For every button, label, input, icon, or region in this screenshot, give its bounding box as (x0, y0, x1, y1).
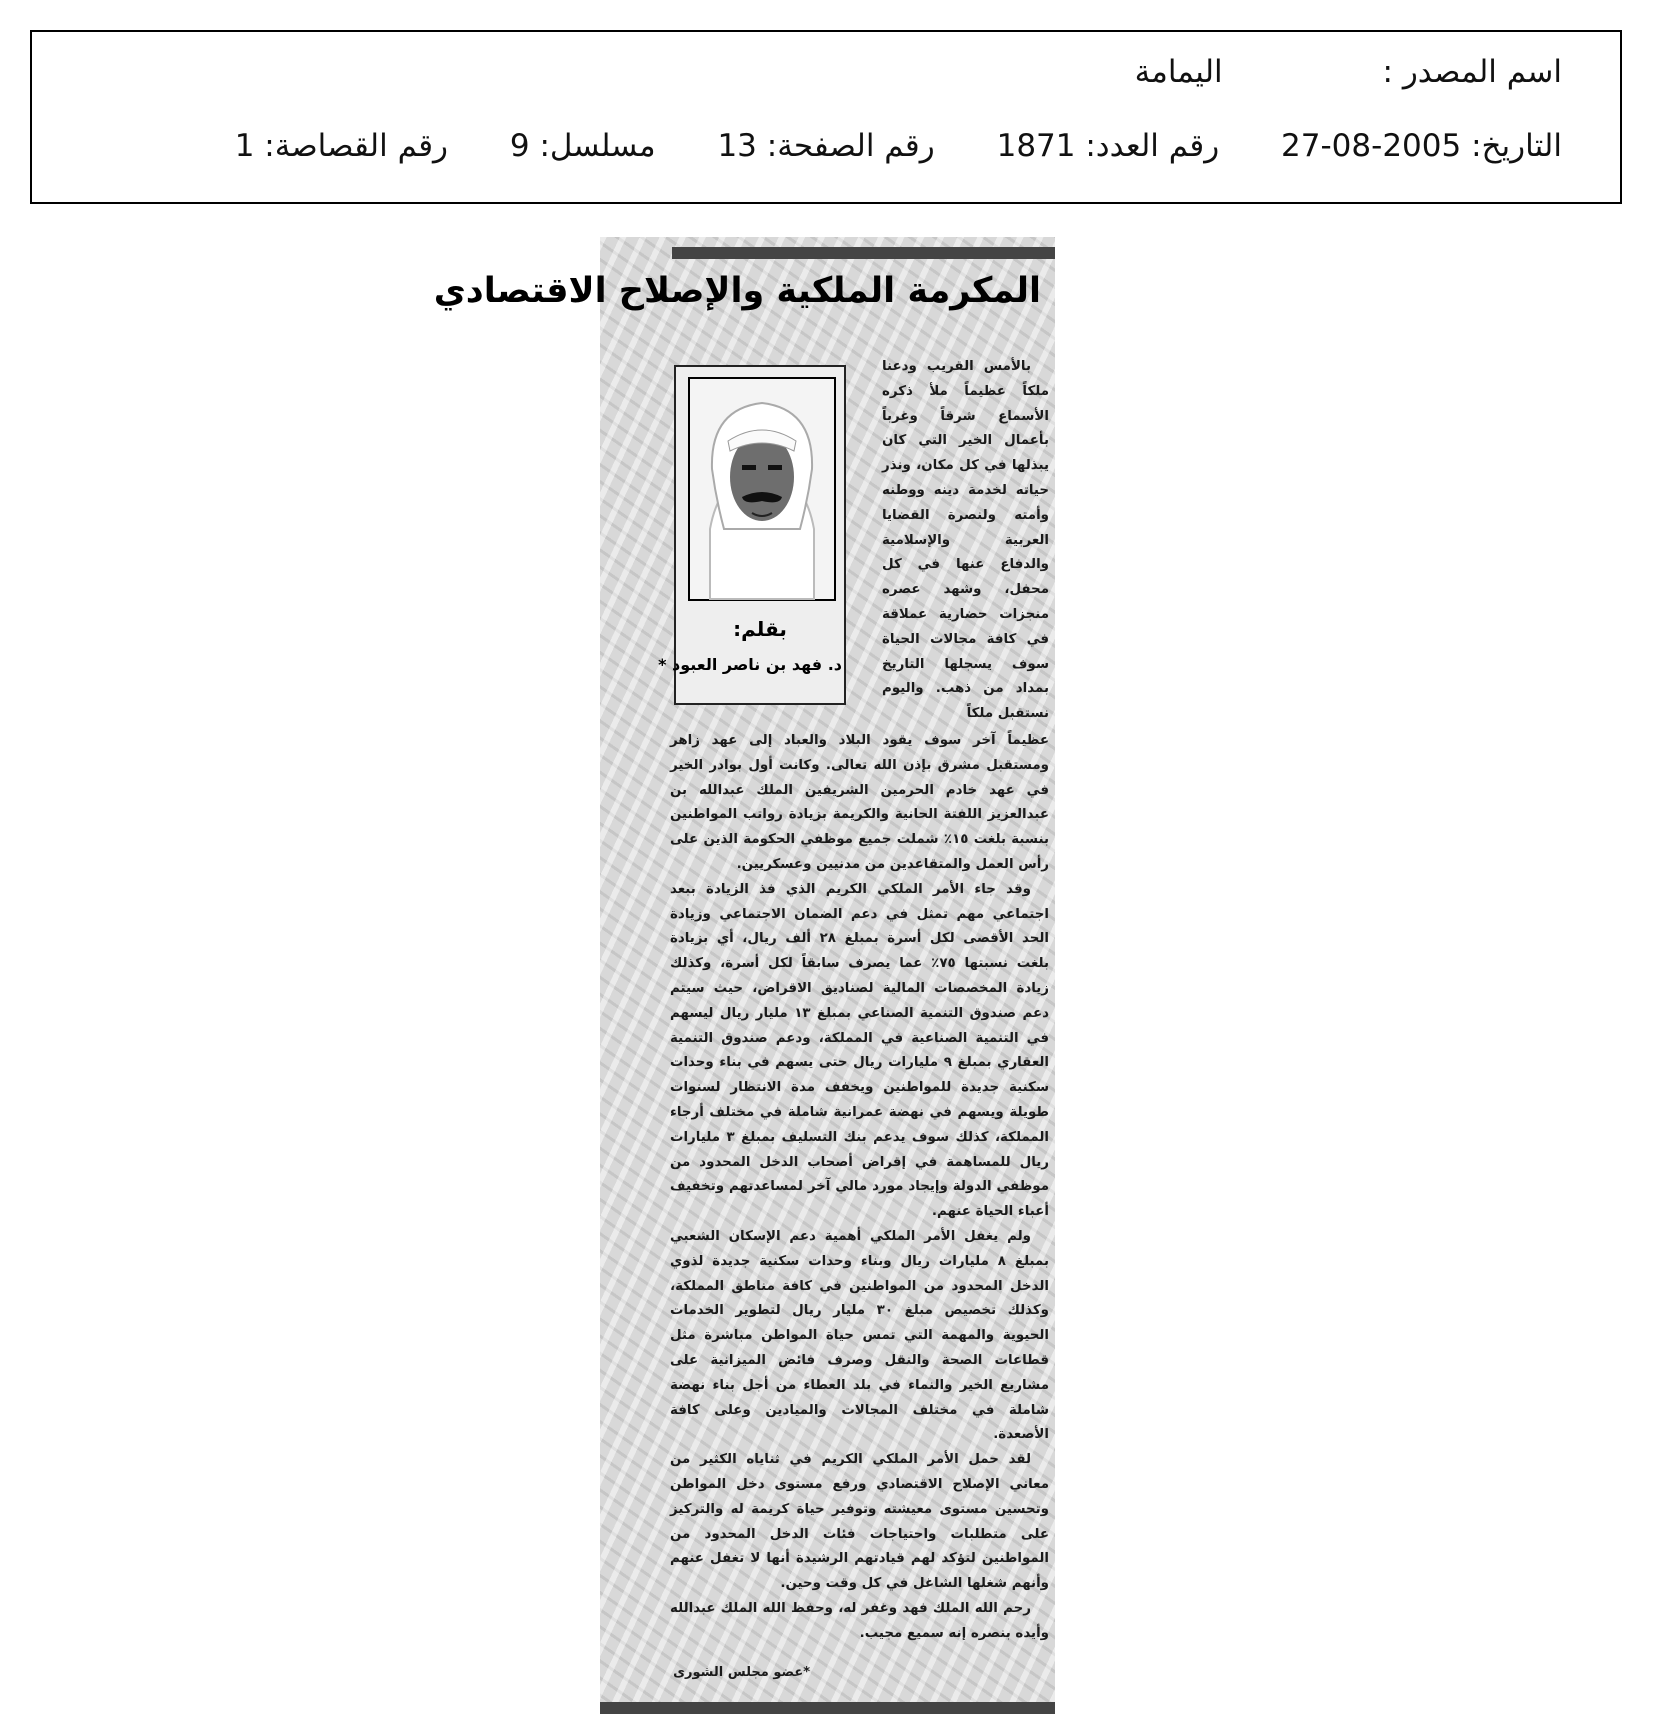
author-footnote: *عضو مجلس الشورى (673, 1665, 810, 1680)
page-value: 13 (717, 128, 757, 164)
date-value: 2005-08-27 (1281, 128, 1462, 164)
clip-value: 1 (234, 128, 255, 164)
date-label: التاريخ: (1471, 128, 1562, 164)
source-row (1135, 54, 1562, 90)
article-paragraph-1: عظيماً آخر سوف يقود البلاد والعباد إلى عهد زاهر ومستقبل مشرق بإذن الله تعالى. وكانت أول بوادر الخير في عهد خادم الحرمين الشريفين الملك عبدالله بن عبدالعزيز اللفتة الحانية والكريمة بزيادة رواتب المواطنين بنسبة بلغت ١٥٪ شملت جميع موظفي الحكومة الذين على رأس العمل والمتقاعدين من مدنيين وعسكريين. (670, 733, 1049, 872)
source-label: اسم المصدر : (1382, 54, 1562, 90)
issue-item (997, 128, 1220, 164)
author-name: د. فهد بن ناصر العبود * (658, 655, 842, 674)
byline-label: بقلم: (733, 617, 787, 641)
article-paragraph-4: لقد حمل الأمر الملكي الكريم في ثناياه الكثير من معاني الإصلاح الاقتصادي ورفع مستوى دخل المواطن وتحسين مستوى معيشته وتوفير حياة كريمة له والتركيز على متطلبات واحتياجات فئات الدخل المحدود من المواطنين لتؤكد لهم قيادتهم الرشيدة أنها لا تغفل عنهم وأنهم شغلها الشاغل في كل وقت وحين. (670, 1452, 1049, 1592)
author-portrait-icon (690, 379, 834, 599)
article-intro: بالأمس القريب ودعنا ملكاً عظيماً ملأ ذكره الأسماع شرقاً وغرباً بأعمال الخير التي كان يبذلها في كل مكان، ونذر حياته لخدمة دينه ووطنه وأمته ولنصرة القضايا العربية والإسلامية والدفاع عنها في كل محفل، وشهد عصره منجزات حضارية عملاقة في كافة مجالات الحياة سوف يسجلها التاريخ بمداد من ذهب. واليوم نستقبل ملكاً (882, 359, 1049, 722)
serial-item (510, 128, 656, 164)
article-body (670, 729, 1049, 1646)
clip-item (235, 128, 448, 164)
author-box (658, 365, 846, 705)
page-item (717, 128, 934, 164)
serial-label: مسلسل: (539, 128, 656, 164)
article-paragraph-3: ولم يغفل الأمر الملكي أهمية دعم الإسكان الشعبي بمبلغ ٨ مليارات ريال وبناء وحدات سكنية جديدة لذوي الدخل المحدود من المواطنين في كافة مناطق المملكة، وكذلك تخصيص مبلغ ٣٠ مليار ريال لتطوير الخدمات الحيوية والمهمة التي تمس حياة المواطن مباشرة مثل قطاعات الصحة والنقل وصرف فائض الميزانية على مشاريع الخير والنماء في بلد العطاء من أجل بناء نهضة شاملة في مختلف المجالات والميادين وعلى كافة الأصعدة. (670, 1228, 1050, 1443)
article-intro-column (882, 355, 1049, 727)
source-value: اليمامة (1134, 54, 1223, 90)
page-label: رقم الصفحة: (766, 128, 935, 164)
clipping-bottom-rule (600, 1702, 1055, 1714)
date-item (1281, 128, 1562, 164)
article-paragraph-5: رحم الله الملك فهد وغفر له، وحفظ الله الملك عبدالله وأيده بنصره إنه سميع مجيب. (670, 1600, 1049, 1641)
issue-label: رقم العدد: (1085, 128, 1220, 164)
clip-label: رقم القصاصة: (264, 128, 449, 164)
details-row (235, 128, 1562, 164)
clipping-top-rule (672, 247, 1055, 259)
newspaper-clipping (433, 237, 1055, 1714)
source-metadata-box (30, 30, 1622, 204)
author-photo (688, 377, 836, 601)
article-paragraph-2: وقد جاء الأمر الملكي الكريم الذي فذ الزيادة ببعد اجتماعي مهم تمثل في دعم الضمان الاجتماعي وزيادة الحد الأقصى لكل أسرة بمبلغ ٢٨ ألف ريال، أي بزيادة بلغت نسبتها ٧٥٪ عما يصرف سابقاً لكل أسرة، وكذلك زيادة المخصصات المالية لصناديق الاقراض، حيث سيتم دعم صندوق التنمية الصناعي بمبلغ ١٣ مليار ريال ليسهم في التنمية الصناعية في المملكة، ودعم صندوق التنمية العقاري بمبلغ ٩ مليارات ريال حتى يسهم في بناء وحدات سكنية جديدة للمواطنين ويخفف مدة الانتظار لسنوات طويلة ويسهم في نهضة عمرانية شاملة في مختلف أرجاء المملكة، كذلك سوف يدعم بنك التسليف بمبلغ ٣ مليارات ريال للمساهمة في إقراض أصحاب الدخل المحدود من موظفي الدولة وإيجاد مورد مالي آخر لمساعدتهم وتخفيف أعباء الحياة عنهم. (670, 881, 1050, 1220)
article-headline: المكرمة الملكية والإصلاح الاقتصادي (433, 271, 1041, 311)
issue-value: 1871 (996, 128, 1076, 164)
serial-value: 9 (509, 128, 530, 164)
